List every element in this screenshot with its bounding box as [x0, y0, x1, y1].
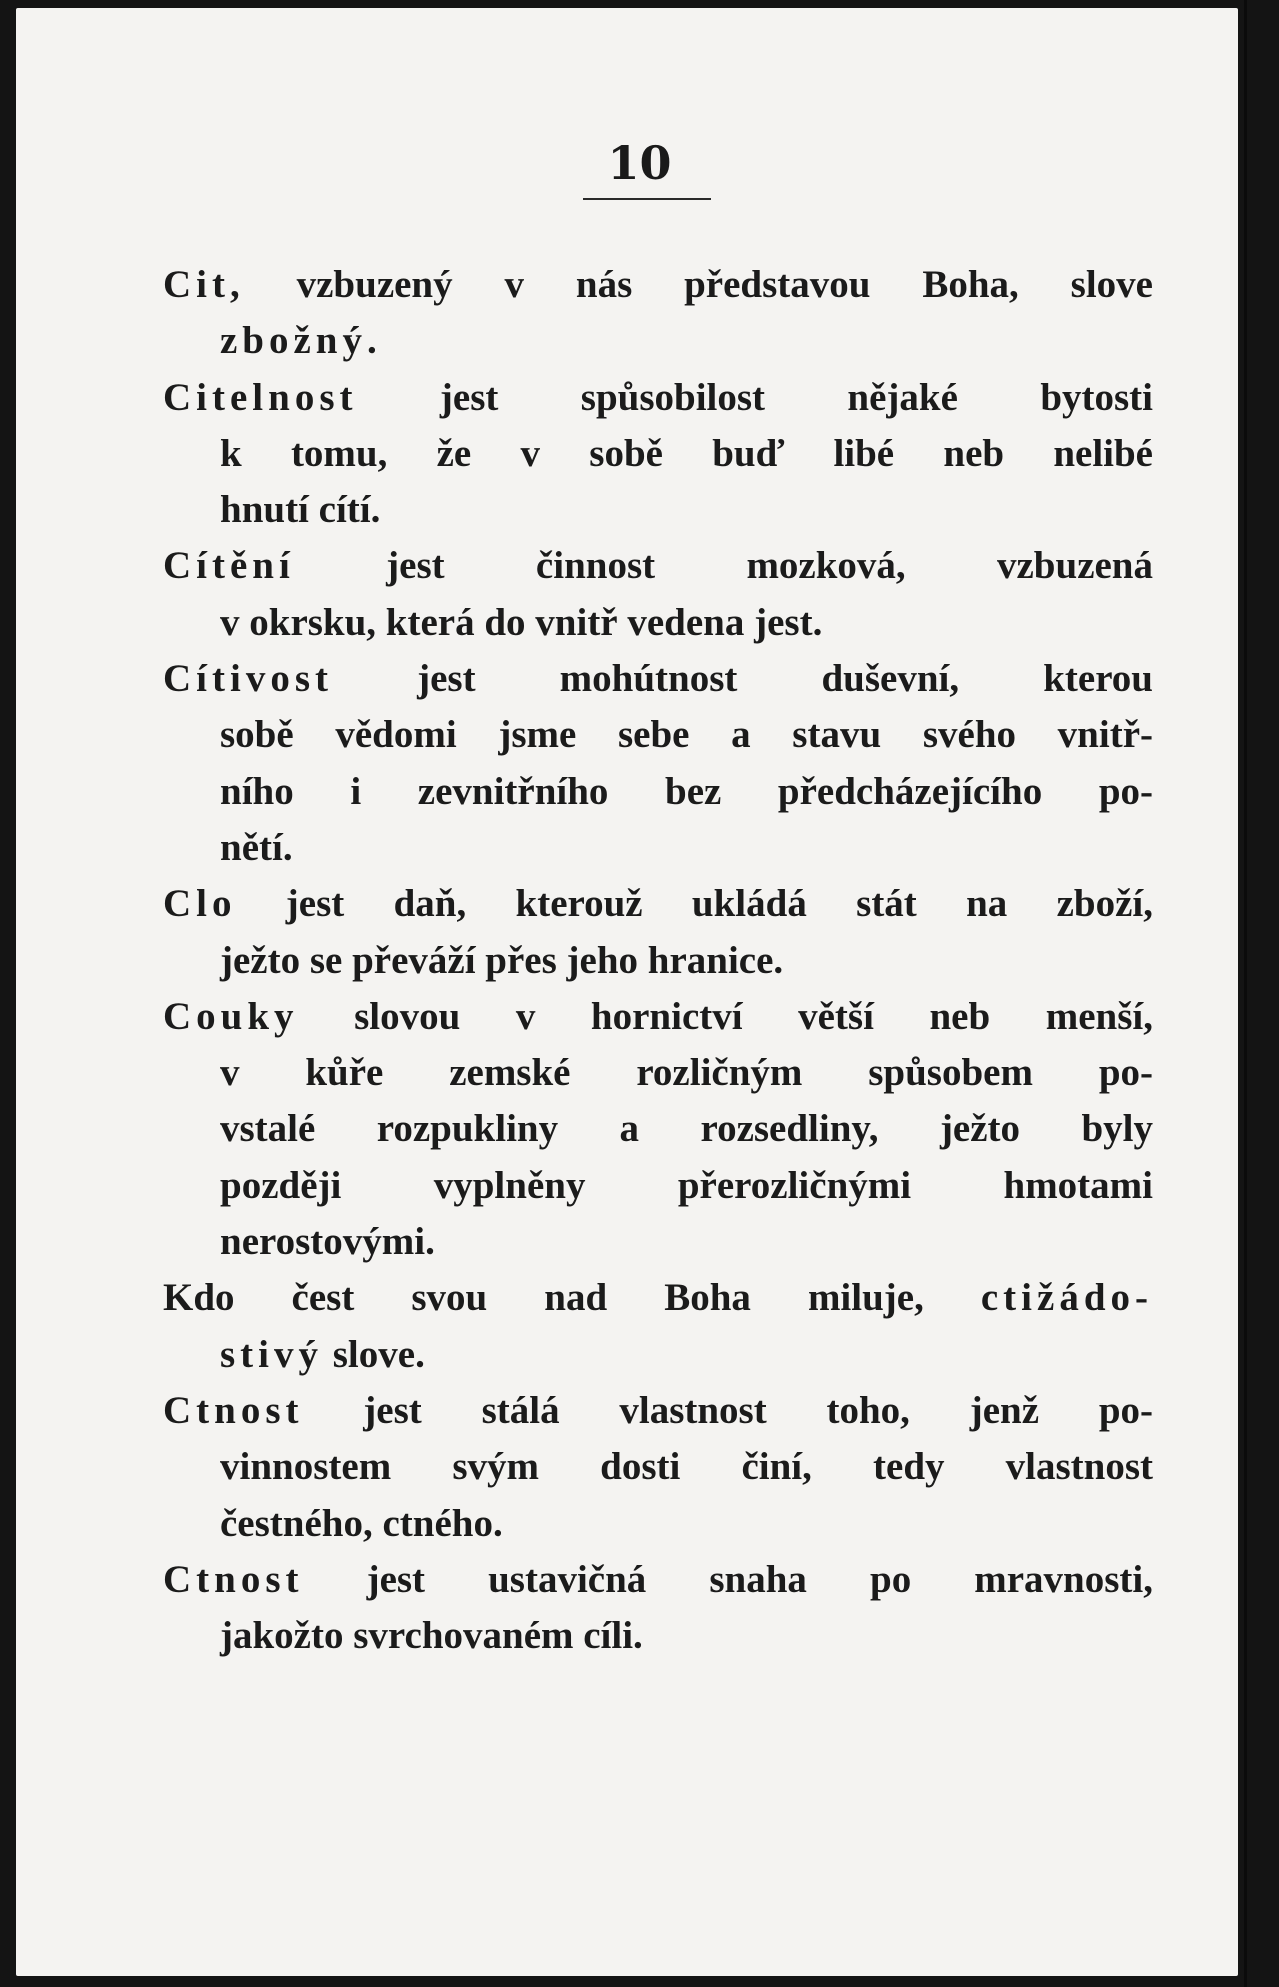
entry-text: jest stálá vlastnost toho, jenž po-	[303, 1388, 1153, 1432]
entry-text: slovou v hornictví větší neb menší,	[298, 994, 1153, 1038]
text-line	[163, 989, 1153, 1045]
text-line	[163, 1101, 1153, 1157]
text-line	[163, 1383, 1153, 1439]
text-line	[163, 313, 1153, 369]
entry-term: Cit,	[163, 263, 245, 306]
text-line	[163, 1496, 1153, 1552]
text-line	[163, 1214, 1153, 1270]
text-line	[163, 370, 1153, 426]
text-line	[163, 1608, 1153, 1664]
dictionary-text	[163, 257, 1153, 1664]
text-line	[163, 538, 1153, 594]
entry-term: Clo	[163, 882, 237, 926]
entry-term: Couky	[163, 994, 299, 1038]
text-line	[163, 820, 1153, 876]
book-edge	[1244, 0, 1247, 1987]
text-line	[163, 764, 1153, 820]
text-line	[163, 257, 1153, 313]
entry-text: vstalé rozpukliny a rozsedliny, ježto byly	[220, 1107, 1153, 1151]
entry-text: jest ustavičná snaha po mravnosti,	[303, 1557, 1153, 1601]
entry-text: k tomu, že v sobě buď libé neb nelibé	[220, 431, 1153, 475]
entry-term: Ctnost	[163, 1388, 304, 1432]
entry-text: slove.	[323, 1332, 425, 1376]
entry-text: později vyplněny přerozličnými hmotami	[220, 1163, 1153, 1207]
entry-text: vinnostem svým dosti činí, tedy vlastnost	[220, 1445, 1153, 1489]
entry-term: zbožný.	[220, 319, 382, 363]
text-line	[163, 933, 1153, 989]
entry-text: Kdo čest svou nad Boha miluje,	[163, 1276, 981, 1320]
page-number: 10	[607, 136, 672, 190]
dictionary-entry	[163, 1552, 1153, 1665]
entry-text: nětí.	[220, 825, 293, 869]
text-line	[163, 482, 1153, 538]
text-line	[163, 1045, 1153, 1101]
entry-text: čestného, ctného.	[220, 1501, 503, 1545]
dictionary-entry	[163, 1270, 1153, 1383]
entry-term: Cítivost	[163, 657, 333, 701]
entry-text: v kůře zemské rozličným spůsobem po-	[220, 1051, 1153, 1095]
text-line	[163, 651, 1153, 707]
text-line	[163, 1327, 1153, 1383]
entry-text: jest mohútnost duševní, kterou	[333, 657, 1153, 701]
entry-term: stivý	[220, 1332, 323, 1376]
entry-text: sobě vědomi jsme sebe a stavu svého vnitř-	[220, 713, 1153, 757]
text-line	[163, 1552, 1153, 1608]
text-line	[163, 426, 1153, 482]
text-line	[163, 1158, 1153, 1214]
entry-text: v okrsku, která do vnitř vedena jest.	[220, 600, 823, 644]
entry-text: jest činnost mozková, vzbuzená	[294, 544, 1153, 588]
entry-term: Ctnost	[163, 1557, 304, 1601]
entry-text: vzbuzený v nás představou Boha, slove	[244, 263, 1153, 306]
text-line	[163, 595, 1153, 651]
dictionary-entry	[163, 370, 1153, 539]
page-number-rule	[583, 198, 711, 200]
text-line	[163, 707, 1153, 763]
entry-term: ctižádo-	[980, 1276, 1153, 1320]
entry-text: jest daň, kterouž ukládá stát na zboží,	[236, 882, 1153, 926]
entry-text: nerostovými.	[220, 1220, 435, 1264]
dictionary-entry	[163, 1383, 1153, 1552]
dictionary-entry	[163, 257, 1153, 370]
entry-term: Cítění	[163, 544, 295, 588]
text-line	[163, 1270, 1153, 1326]
dictionary-entry	[163, 538, 1153, 651]
entry-term: Citelnost	[163, 375, 358, 419]
dictionary-entry	[163, 989, 1153, 1270]
dictionary-entry	[163, 876, 1153, 989]
text-line	[163, 876, 1153, 932]
entry-text: jest spůsobilost nějaké bytosti	[357, 375, 1153, 419]
entry-text: jakožto svrchovaném cíli.	[220, 1614, 643, 1658]
entry-text: ježto se převáží přes jeho hranice.	[220, 938, 784, 982]
dictionary-entry	[163, 651, 1153, 876]
entry-text: hnutí cítí.	[220, 488, 381, 532]
entry-text: ního i zevnitřního bez předcházejícího po-	[220, 769, 1153, 813]
text-line	[163, 1439, 1153, 1495]
